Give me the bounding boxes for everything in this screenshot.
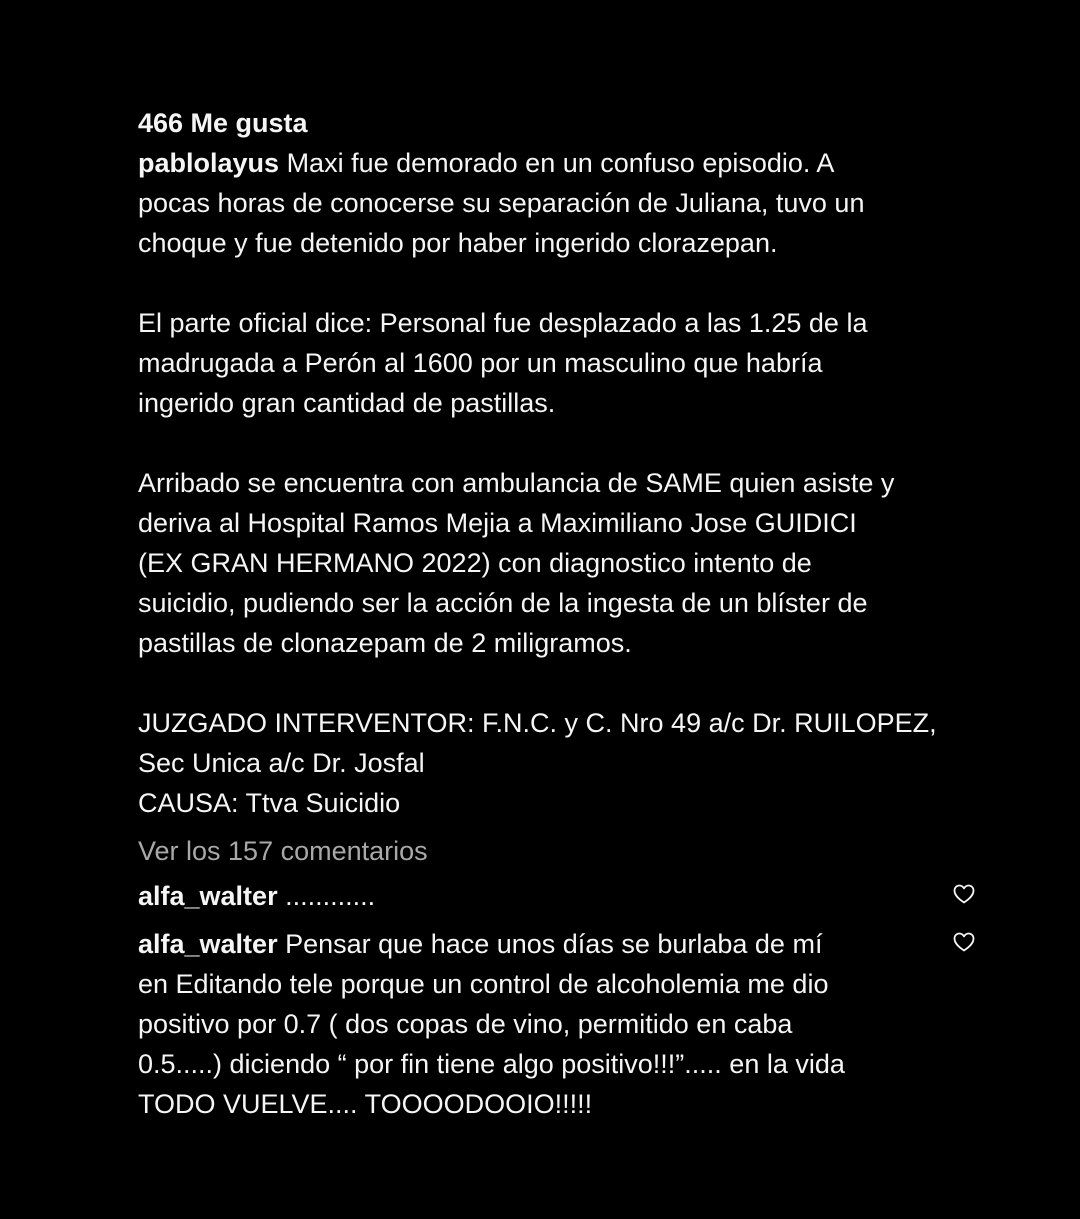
comment-line <box>138 876 908 916</box>
comment-line: en Editando tele porque un control de alcoholemia me dio <box>138 969 829 999</box>
caption-paragraph <box>138 463 948 663</box>
caption-line: ingerido gran cantidad de pastillas. <box>138 388 556 418</box>
caption-line <box>138 143 948 183</box>
comment-username[interactable]: alfa_walter <box>138 881 278 911</box>
comment-username[interactable]: alfa_walter <box>138 929 278 959</box>
caption-line: choque y fue detenido por haber ingerido clorazepan. <box>138 228 778 258</box>
caption-line: El parte oficial dice: Personal fue desplazado a las 1.25 de la <box>138 308 868 338</box>
caption-username[interactable]: pablolayus <box>138 148 280 178</box>
comment-line <box>138 924 908 964</box>
caption-line: pastillas de clonazepam de 2 miligramos. <box>138 628 632 658</box>
comment-text: Pensar que hace unos días se burlaba de mí <box>285 929 823 959</box>
caption-line: Sec Unica a/c Dr. Josfal <box>138 748 425 778</box>
comment-text: ............ <box>285 881 376 911</box>
caption-line: JUZGADO INTERVENTOR: F.N.C. y C. Nro 49 a/c Dr. RUILOPEZ, <box>138 708 937 738</box>
caption-line: pocas horas de conocerse su separación de Juliana, tuvo un <box>138 188 865 218</box>
caption-paragraph <box>138 703 948 823</box>
comment-line: 0.5.....) diciendo “ por fin tiene algo positivo!!!”..... en la vida <box>138 1049 845 1079</box>
caption-paragraph <box>138 303 948 423</box>
post-details <box>138 103 948 1124</box>
likes-count[interactable]: 466 Me gusta <box>138 108 308 138</box>
comment-item <box>138 924 948 1124</box>
heart-outline-icon[interactable] <box>952 882 976 906</box>
comment-line: positivo por 0.7 ( dos copas de vino, permitido en caba <box>138 1009 793 1039</box>
comment-line: TODO VUELVE.... TOOOODOOIO!!!!! <box>138 1089 593 1119</box>
comment-item <box>138 876 948 916</box>
caption-text: Maxi fue demorado en un confuso episodio. A <box>286 148 835 178</box>
caption-line: (EX GRAN HERMANO 2022) con diagnostico intento de <box>138 548 812 578</box>
caption-line: suicidio, pudiendo ser la acción de la ingesta de un blíster de <box>138 588 868 618</box>
caption-line: Arribado se encuentra con ambulancia de SAME quien asiste y <box>138 468 895 498</box>
heart-outline-icon[interactable] <box>952 930 976 954</box>
view-all-comments-link[interactable]: Ver los 157 comentarios <box>138 836 428 866</box>
caption-line: CAUSA: Ttva Suicidio <box>138 788 401 818</box>
caption-line: deriva al Hospital Ramos Mejia a Maximiliano Jose GUIDICI <box>138 508 857 538</box>
caption-paragraph <box>138 143 948 263</box>
post-caption <box>138 143 948 823</box>
caption-line: madrugada a Perón al 1600 por un masculino que habría <box>138 348 823 378</box>
